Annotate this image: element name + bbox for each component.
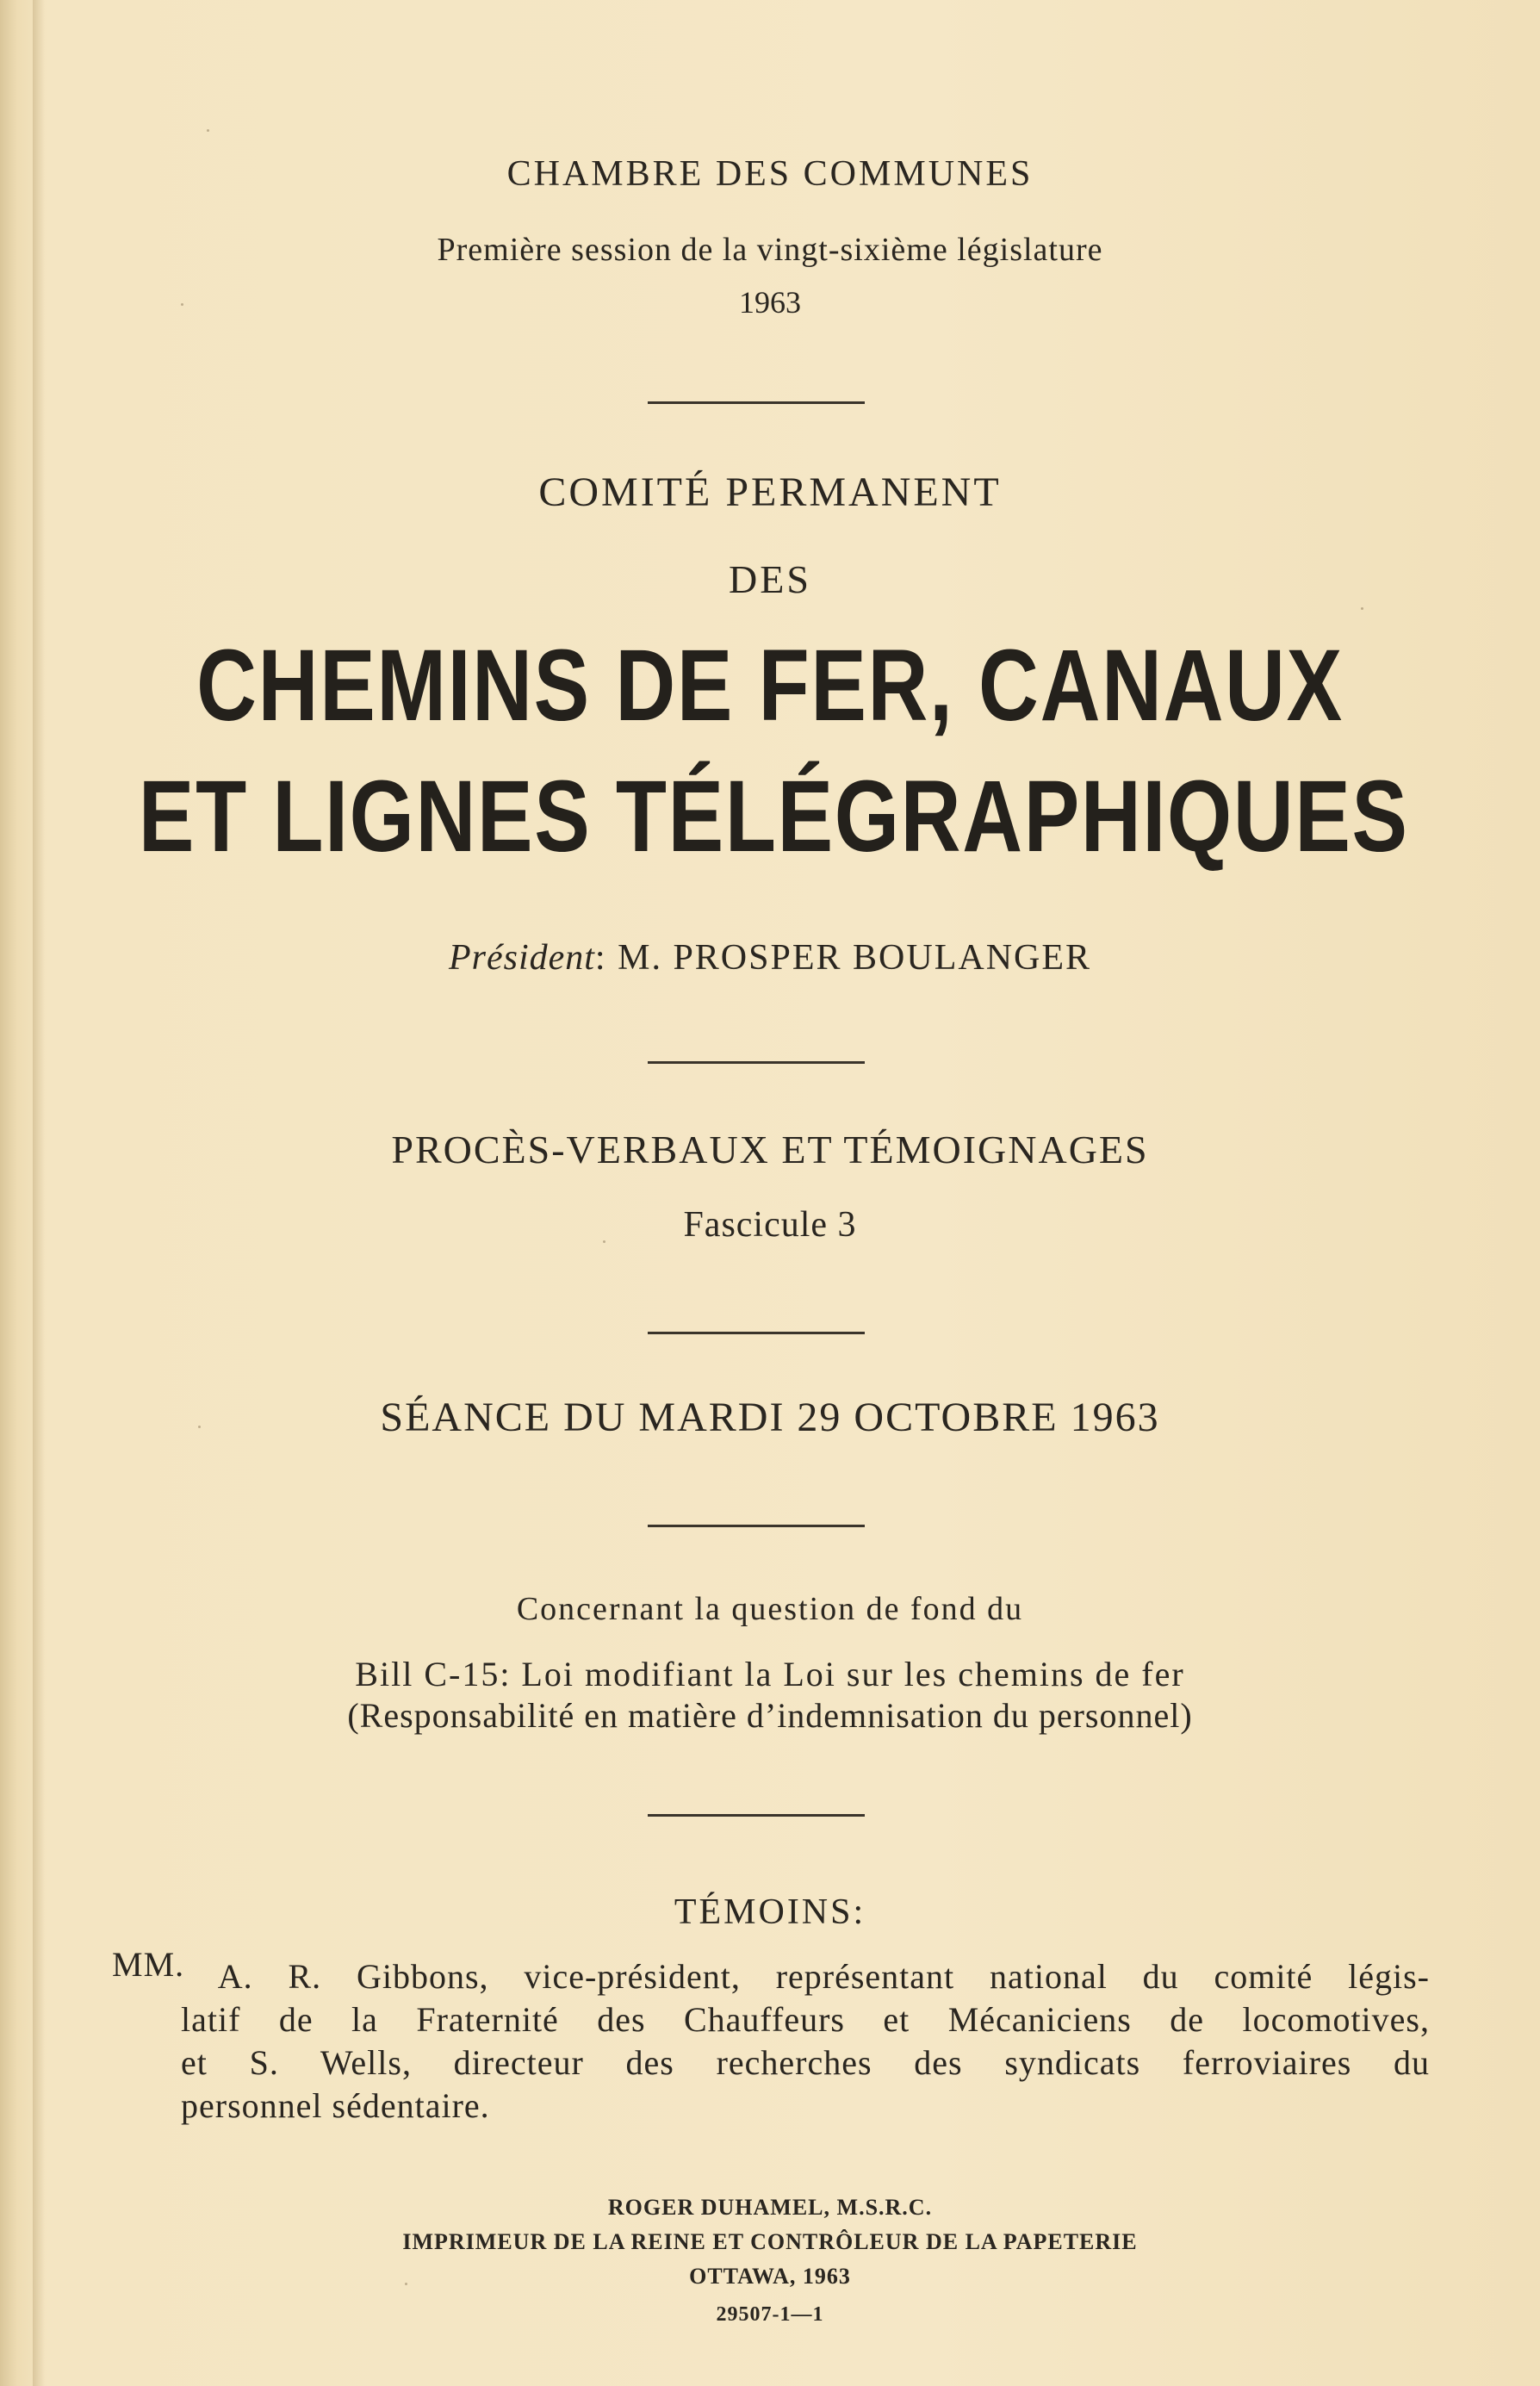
divider-rule <box>648 1061 865 1064</box>
print-code: 29507-1—1 <box>716 2303 824 2326</box>
subject-line1: Concernant la question de fond du <box>516 1591 1024 1627</box>
subject-bill-detail: (Responsabilité en matière d’indemnisation du personnel) <box>347 1696 1193 1735</box>
paper-speck <box>198 1426 201 1428</box>
president-colon: : <box>594 938 618 978</box>
witness-prefix: MM. <box>112 1945 185 1984</box>
paper-speck <box>1361 607 1363 610</box>
printer-title: IMPRIMEUR DE LA REINE ET CONTRÔLEUR DE LA PAPETERIE <box>402 2229 1138 2254</box>
president-name: M. PROSPER BOULANGER <box>618 938 1092 978</box>
divider-rule <box>648 401 865 404</box>
session-line: Première session de la vingt-sixième législature <box>437 232 1103 268</box>
witness-text: A. R. Gibbons, vice-président, représentant national du comité légis- <box>217 1957 1430 1996</box>
committee-title-line2: ET LIGNES TÉLÉGRAPHIQUES <box>138 760 1409 873</box>
witnesses-paragraph <box>112 1945 1430 2128</box>
witness-line <box>112 1945 1430 1998</box>
committee-heading: COMITÉ PERMANENT <box>538 469 1002 515</box>
divider-rule <box>648 1814 865 1817</box>
year-line: 1963 <box>739 285 801 320</box>
witness-line: latif de la Fraternité des Chauffeurs et Mécaniciens de locomotives, <box>181 2000 1430 2039</box>
president-label: Président <box>448 938 595 978</box>
sitting-date: SÉANCE DU MARDI 29 OCTOBRE 1963 <box>380 1395 1160 1440</box>
witnesses-heading: TÉMOINS: <box>674 1892 866 1932</box>
subject-bill: Bill C-15: Loi modifiant la Loi sur les chemins de fer <box>355 1655 1185 1693</box>
divider-rule <box>648 1525 865 1527</box>
paper-speck <box>603 1240 605 1243</box>
committee-des: DES <box>729 557 811 601</box>
fascicule-number: Fascicule 3 <box>683 1205 857 1245</box>
witness-line: et S. Wells, directeur des recherches des syndicats ferroviaires du <box>181 2043 1430 2082</box>
paper-speck <box>405 2283 407 2285</box>
paper-speck <box>181 303 183 306</box>
chamber-heading: CHAMBRE DES COMMUNES <box>506 154 1034 194</box>
president-line <box>0 937 1540 979</box>
binding-edge <box>33 0 45 2386</box>
proceedings-title: PROCÈS-VERBAUX ET TÉMOIGNAGES <box>391 1128 1149 1171</box>
paper-speck <box>207 129 209 132</box>
printer-name: ROGER DUHAMEL, M.S.R.C. <box>607 2195 933 2220</box>
witness-line: personnel sédentaire. <box>181 2086 490 2125</box>
printer-place: OTTAWA, 1963 <box>689 2264 851 2289</box>
divider-rule <box>648 1332 865 1334</box>
committee-title-line1: CHEMINS DE FER, CANAUX <box>196 629 1344 743</box>
